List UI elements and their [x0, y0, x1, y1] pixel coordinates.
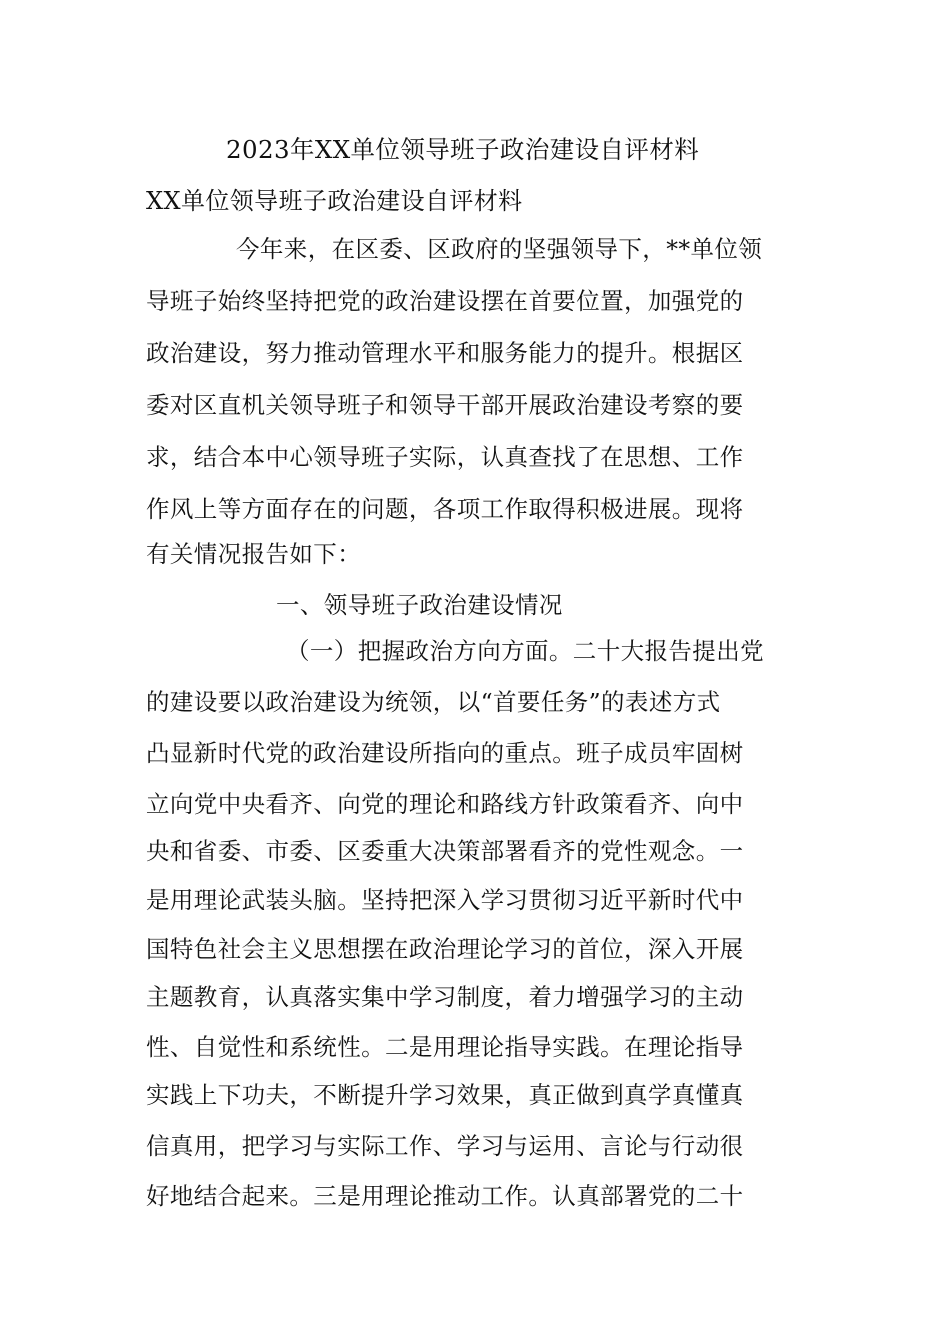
document-subtitle: XX单位领导班子政治建设自评材料: [146, 187, 523, 215]
paragraph-line: 求，结合本中心领导班子实际，认真查找了在思想、工作: [146, 443, 744, 471]
paragraph-line: 好地结合起来。三是用理论推动工作。认真部署党的二十: [146, 1182, 744, 1210]
paragraph-line: 主题教育，认真落实集中学习制度，着力增强学习的主动: [146, 983, 744, 1011]
paragraph-line: 政治建设，努力推动管理水平和服务能力的提升。根据区: [146, 339, 744, 367]
paragraph-line: 性、自觉性和系统性。二是用理论指导实践。在理论指导: [146, 1033, 744, 1061]
paragraph-line: 是用理论武装头脑。坚持把深入学习贯彻习近平新时代中: [146, 886, 744, 914]
section-heading: 一、领导班子政治建设情况: [276, 591, 563, 619]
paragraph-line: （一）把握政治方向方面。二十大报告提出党: [286, 637, 764, 665]
paragraph-line: 凸显新时代党的政治建设所指向的重点。班子成员牢固树: [146, 739, 744, 767]
paragraph-line: 立向党中央看齐、向党的理论和路线方针政策看齐、向中: [146, 790, 744, 818]
paragraph-line: 实践上下功夫，不断提升学习效果，真正做到真学真懂真: [146, 1081, 744, 1109]
paragraph-line: 作风上等方面存在的问题，各项工作取得积极进展。现将: [146, 495, 744, 523]
paragraph-line: 导班子始终坚持把党的政治建设摆在首要位置，加强党的: [146, 287, 744, 315]
paragraph-line: 委对区直机关领导班子和领导干部开展政治建设考察的要: [146, 391, 744, 419]
paragraph-line: 有关情况报告如下：: [146, 540, 362, 568]
paragraph-line: 今年来，在区委、区政府的坚强领导下，**单位领: [236, 235, 763, 263]
paragraph-line: 的建设要以政治建设为统领，以“首要任务”的表述方式: [146, 688, 721, 716]
document-title: 2023年XX单位领导班子政治建设自评材料: [226, 135, 700, 164]
paragraph-line: 信真用，把学习与实际工作、学习与运用、言论与行动很: [146, 1132, 744, 1160]
paragraph-line: 国特色社会主义思想摆在政治理论学习的首位，深入开展: [146, 935, 744, 963]
paragraph-line: 央和省委、市委、区委重大决策部署看齐的党性观念。一: [146, 837, 744, 865]
